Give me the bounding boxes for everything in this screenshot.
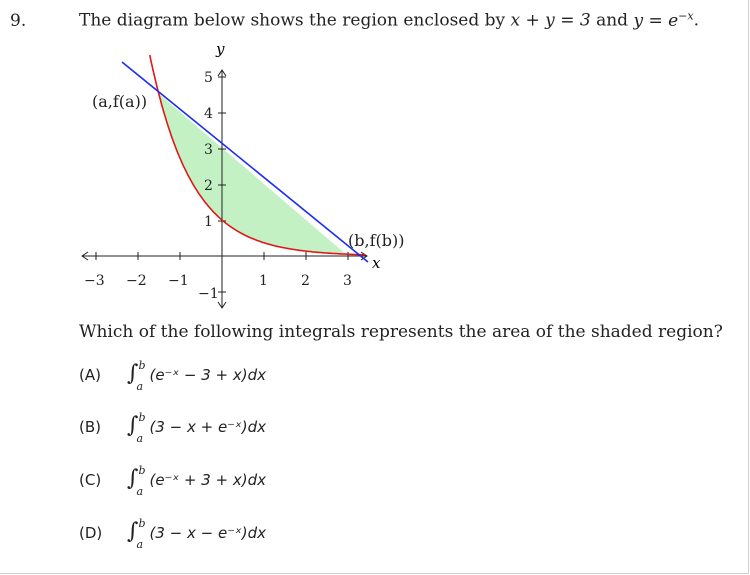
integrand: (3 − x + e⁻ˣ)dx	[149, 417, 267, 436]
x-tick-label: −1	[168, 273, 189, 289]
y-tick-label: 1	[204, 214, 213, 230]
option-c[interactable]	[79, 463, 267, 498]
option-label: (C)	[79, 470, 102, 489]
equation-line: x + y = 3	[510, 10, 591, 31]
integrand: (3 − x − e⁻ˣ)dx	[149, 523, 267, 542]
upper-limit: b	[138, 463, 146, 477]
integral-icon: ∫	[127, 466, 139, 491]
option-a[interactable]	[79, 358, 267, 393]
equation-curve-exponent: −x	[678, 9, 694, 22]
y-tick-label: 4	[204, 106, 213, 122]
y-tick-label: 5	[204, 70, 213, 86]
stem-period: .	[693, 10, 699, 31]
and-word: and	[596, 10, 629, 31]
upper-limit: b	[138, 410, 146, 424]
x-tick-label: 2	[301, 273, 310, 289]
point-b-label: (b,f(b))	[348, 231, 405, 250]
question-number: 9.	[10, 11, 27, 31]
integrand: (e⁻ˣ − 3 + x)dx	[149, 365, 267, 384]
stem-text: The diagram below shows the region enclosed by	[79, 10, 506, 31]
x-tick-label: −2	[126, 273, 147, 289]
lower-limit: a	[136, 379, 144, 393]
x-tick-label: −3	[84, 273, 105, 289]
point-a-label: (a,f(a))	[92, 92, 148, 111]
integral-icon: ∫	[127, 361, 139, 386]
option-d[interactable]	[79, 516, 267, 551]
option-label: (A)	[79, 365, 101, 384]
y-tick-label: 3	[204, 142, 213, 158]
y-tick-label: −1	[198, 286, 219, 302]
upper-limit: b	[138, 358, 146, 372]
x-tick-label: 3	[343, 273, 352, 289]
y-axis-label: y	[216, 40, 225, 58]
option-label: (B)	[79, 417, 101, 436]
x-axis-label: x	[372, 254, 381, 272]
lower-limit: a	[136, 484, 144, 498]
upper-limit: b	[138, 516, 146, 530]
lower-limit: a	[136, 431, 144, 445]
equation-curve-base: y = e	[633, 10, 679, 31]
option-b[interactable]	[79, 410, 267, 445]
integral-icon: ∫	[127, 413, 139, 438]
integrand: (e⁻ˣ + 3 + x)dx	[149, 470, 267, 489]
y-tick-label: 2	[204, 178, 213, 194]
question-prompt: Which of the following integrals represents the area of the shaded region?	[79, 322, 723, 342]
integral-icon: ∫	[127, 519, 139, 544]
option-label: (D)	[79, 523, 103, 542]
lower-limit: a	[136, 537, 144, 551]
x-tick-label: 1	[259, 273, 268, 289]
